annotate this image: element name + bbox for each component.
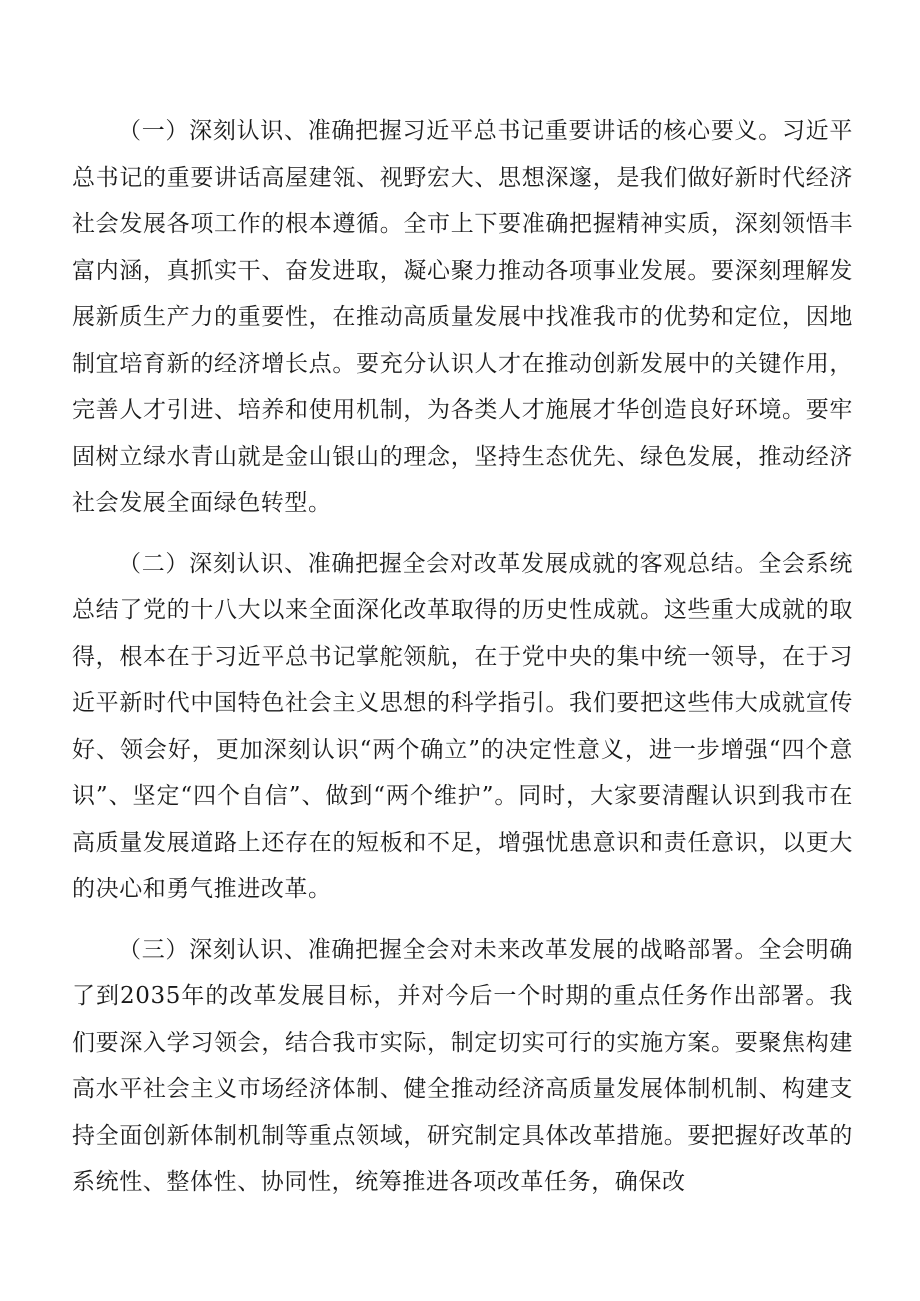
paragraph-two: （二）深刻认识、准确把握全会对改革发展成就的客观总结。全会系统总结了党的十八大以来全面深化改革取得的历史性成就。这些重大成就的取得，根本在于习近平总书记掌舵领航，在于党中央的集中统一领导，在于习近平新时代中国特色社会主义思想的科学指引。我们要把这些伟大成就宣传好、领会好，更加深刻认识“两个确立”的决定性意义，进一步增强“四个意识”、坚定“四个自信”、做到“两个维护”。同时，大家要清醒认识到我市在高质量发展道路上还存在的短板和不足，增强忧患意识和责任意识，以更大的决心和勇气推进改革。 — [72, 550, 853, 902]
document-body — [72, 108, 853, 1220]
paragraph-one: （一）深刻认识、准确把握习近平总书记重要讲话的核心要义。习近平总书记的重要讲话高屋建瓴、视野宏大、思想深邃，是我们做好新时代经济社会发展各项工作的根本遵循。全市上下要准确把握精神实质，深刻领悟丰富内涵，真抓实干、奋发进取，凝心聚力推动各项事业发展。要深刻理解发展新质生产力的重要性，在推动高质量发展中找准我市的优势和定位，因地制宜培育新的经济增长点。要充分认识人才在推动创新发展中的关键作用，完善人才引进、培养和使用机制，为各类人才施展才华创造良好环境。要牢固树立绿水青山就是金山银山的理念，坚持生态优先、绿色发展，推动经济社会发展全面绿色转型。 — [72, 118, 853, 516]
paragraph-three: （三）深刻认识、准确把握全会对未来改革发展的战略部署。全会明确了到2035年的改革发展目标，并对今后一个时期的重点任务作出部署。我们要深入学习领会，结合我市实际，制定切实可行的实施方案。要聚焦构建高水平社会主义市场经济体制、健全推动经济高质量发展体制机制、构建支持全面创新体制机制等重点领域，研究制定具体改革措施。要把握好改革的系统性、整体性、协同性，统筹推进各项改革任务，确保改 — [72, 936, 853, 1195]
